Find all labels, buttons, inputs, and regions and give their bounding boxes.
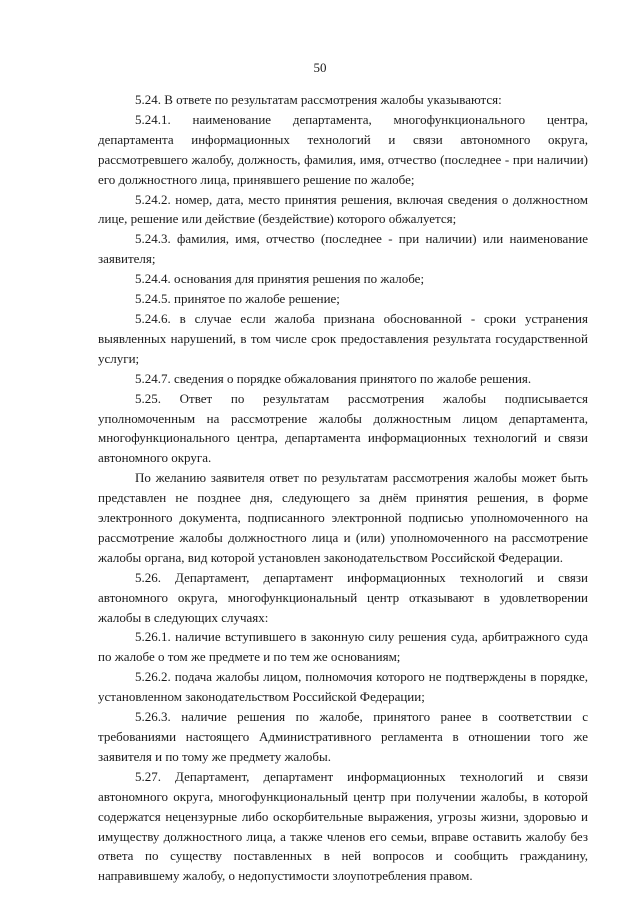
document-body	[98, 90, 588, 886]
paragraph-5-24: 5.24. В ответе по результатам рассмотрения жалобы указываются:	[135, 92, 502, 107]
page-number: 50	[313, 60, 327, 75]
paragraph-5-24-7: 5.24.7. сведения о порядке обжалования принятого по жалобе решения.	[135, 370, 532, 386]
paragraph-5-24-6: 5.24.6. в случае если жалоба признана обоснованной - сроки устранения выявленных нарушений, в том числе срок предоставления результата государственной услуги;	[98, 310, 588, 366]
paragraph-5-27: 5.27. Департамент, департамент информационных технологий и связи автономного округа, многофункциональный центр при получении жалобы, в которой содержатся нецензурные либо оскорбительные выражения, угрозы жизни, здоровью и имуществу должностного лица, а также членов его семьи, вправе оставить жалобу без ответа по существу поставленных в ней вопросов и сообщить гражданину, направившему жалобу, о недопустимости злоупотребления правом.	[98, 768, 588, 884]
paragraph-5-25: 5.25. Ответ по результатам рассмотрения жалобы подписывается уполномоченным на рассмотрение жалобы должностным лицом департамента, многофункционального центра, департамента информационных технологий и связи автономного округа.	[98, 390, 588, 466]
paragraph-5-25-applicant-request: По желанию заявителя ответ по результатам рассмотрения жалобы может быть представлен не позднее дня, следующего за днём принятия решения, в форме электронного документа, подписанного электронной подписью уполномоченного на рассмотрение жалобы должностного лица и (или) уполномоченного на рассмотрение жалобы органа, вид которой установлен законодательством Российской Федерации.	[98, 470, 588, 565]
paragraph-5-26-2: 5.26.2. подача жалобы лицом, полномочия которого не подтверждены в порядке, установленном законодательством Российской Федерации;	[98, 669, 588, 705]
paragraph-5-24-2: 5.24.2. номер, дата, место принятия решения, включая сведения о должностном лице, решение или действие (бездействие) которого обжалуется;	[98, 191, 588, 227]
paragraph-5-24-3: 5.24.3. фамилия, имя, отчество (последнее - при наличии) или наименование заявителя;	[98, 231, 588, 267]
paragraph-5-26-1: 5.26.1. наличие вступившего в законную силу решения суда, арбитражного суда по жалобе о том же предмете и по тем же основаниям;	[98, 629, 588, 665]
paragraph-5-24-5: 5.24.5. принятое по жалобе решение;	[135, 291, 340, 307]
paragraph-5-24-4: 5.24.4. основания для принятия решения по жалобе;	[135, 271, 425, 287]
paragraph-5-26: 5.26. Департамент, департамент информационных технологий и связи автономного округа, многофункциональный центр отказывают в удовлетворении жалобы в следующих случаях:	[98, 569, 588, 625]
paragraph-5-26-3: 5.26.3. наличие решения по жалобе, принятого ранее в соответствии с требованиями настоящего Административного регламента в отношении того же заявителя и по тому же предмету жалобы.	[98, 709, 588, 764]
paragraph-5-24-1: 5.24.1. наименование департамента, многофункционального центра, департамента информационных технологий и связи автономного округа, рассмотревшего жалобу, должность, фамилия, имя, отчество (последнее - при наличии) его должностного лица, принявшего решение по жалобе;	[98, 111, 588, 187]
